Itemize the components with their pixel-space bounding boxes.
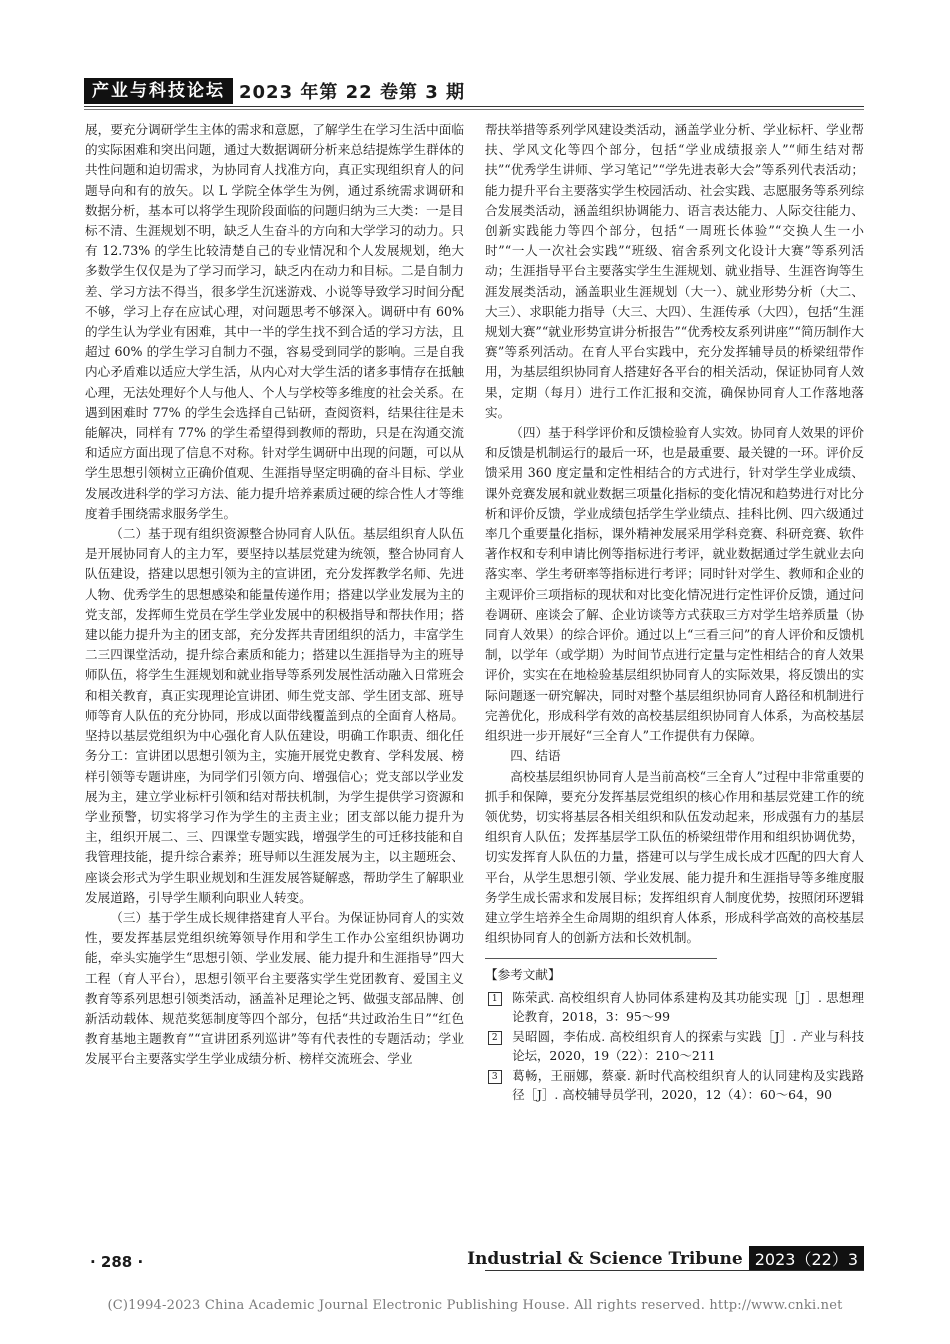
reference-item — [485, 1066, 864, 1105]
paragraph: （三）基于学生成长规律搭建育人平台。为保证协同育人的实效性，要发挥基层党组织统筹领导作用和学生工作办公室组织协调功能，牵头实施学生“思想引领、学业发展、能力提升和生涯指导”四大工程（育人平台），思想引领平台主要落实学生党团教育、爱国主义教育等系列思想引领类活动，涵盖补足理论之钙、做强支部品牌、创新活动载体、规范奖惩制度等四个部分，包括“共过政治生日”“红色教育基地主题教育”“宣讲团系列巡讲”等有代表性的专题活动；学业发展平台主要落实学生学业成绩分析、榜样交流班会、学业 — [85, 909, 464, 1067]
paragraph: （四）基于科学评价和反馈检验育人实效。协同育人效果的评价和反馈是机制运行的最后一环，也是最重要、最关键的一环。评价反馈采用 360 度定量和定性相结合的方式进行，针对学生学业成绩、课外竞赛发展和就业数据三项量化指标的变化情况和趋势进行对比分析和评价反馈，学业成绩包括学生学业绩点、挂科比例、四六级通过率几个重要量化指标，课外精神发展采用学科竞赛、科研竞赛、软件著作权和专利申请比例等指标进行考评，就业数据通过学生就业去向落实率、学生考研率等指标进行考评；同时针对学生、教师和企业的主观评价三项指标的现状和对比变化情况进行定性评价反馈，通过问卷调研、座谈会了解、企业访谈等方式获取三方对学生培养质量（协同育人效果）的综合评价。通过以上“三看三问”的育人评价和反馈机制，以学年（或学期）为时间节点进行定量与定性相结合的育人效果评价，实实在在地检验基层组织协同育人的实际效果，将反馈出的实际问题逐一研究解决，同时对整个基层组织协同育人路径和机制进行完善优化，形成科学有效的高校基层组织协同育人体系，为高校基层组织进一步开展好“三全育人”工作提供有力保障。 — [485, 425, 864, 744]
journal-name: 产业与科技论坛 — [84, 78, 233, 104]
paragraph: 展，要充分调研学生主体的需求和意愿，了解学生在学习生活中面临的实际困难和突出问题，通过大数据调研分析来总结提炼学生群体的共性问题和迫切需求，为协同育人找准方向，真正实现组织育人的问题导向和有的放矢。以 L 学院全体学生为例，通过系统需求调研和数据分析，基本可以将学生现阶段面临的问题归纳为三大类：一是目标不清、生涯规划不明，缺乏人生奋斗的方向和大学学习的动力。只有 12.73% 的学生比较清楚自己的专业情况和个人发展规划，绝大多数学生仅仅是为了学习而学习，缺乏内在动力和目标。二是自制力差、学习方法不得当，很多学生沉迷游戏、小说等导致学习时间分配不够，学习上存在应试心理，对问题思考不够深入。调研中有 60% 的学生认为学业有困难，其中一半的学生找不到合适的学习方法，且超过 60% 的学生学习自制力不强，容易受到同学的影响。三是自我内心矛盾难以适应大学生活，从内心对大学生活的诸多事情存在抵触心理，无法处理好个人与他人、个人与学校等多维度的社会关系。在遇到困难时 77% 的学生会选择自己钻研，查阅资料，结果往往是未能解决，同样有 77% 的学生希望得到教师的帮助，只是在沟通交流和适应方面出现了信息不对称。针对学生调研中出现的问题，可以从学生思想引领树立正确价值观、生涯指导坚定明确的奋斗目标、学业发展改进科学的学习方法、能力提升培养素质过硬的综合性人才等维度着手围绕需求服务学生。 — [85, 122, 464, 521]
references-heading: 【参考文献】 — [485, 967, 561, 983]
reference-text: 吴昭圆，李佑成. 高校组织育人的探索与实践［J］. 产业与科技论坛，2020，19（22）：210～211 — [512, 1028, 864, 1064]
reference-item — [485, 1027, 864, 1066]
paragraph: 高校基层组织协同育人是当前高校“三全育人”过程中非常重要的抓手和保障，要充分发挥基层党组织的核心作用和基层党建工作的统领优势，切实将基层各相关组织和队伍发动起来，形成强有力的基层组织育人队伍；发挥基层学工队伍的桥梁纽带作用和组织协调优势，切实发挥育人队伍的力量，搭建可以与学生成长成才匹配的四大育人平台，从学生思想引领、学业发展、能力提升和生涯指导等多维度服务学生成长需求和发展目标；发挥组织育人制度优势，按照闭环逻辑建立学生培养全生命周期的组织育人体系，形成科学高效的高校基层组织协同育人的创新方法和长效机制。 — [485, 768, 864, 946]
references-divider — [485, 958, 717, 959]
reference-number: 2 — [488, 1031, 502, 1045]
journal-english-name: Industrial & Science Tribune — [467, 1248, 743, 1269]
reference-text: 陈荣武. 高校组织育人协同体系建构及其功能实现［J］. 思想理论教育，2018，3：95～99 — [512, 989, 864, 1025]
paragraph: 帮扶举措等系列学风建设类活动，涵盖学业分析、学业标杆、学业帮扶、学风文化等四个部分，包括“学业成绩报亲人”“师生结对帮扶”“优秀学生讲师、学习笔记”“学先进表彰大会”等系列代表活动；能力提升平台主要落实学生校园活动、社会实践、志愿服务等系列综合发展类活动，涵盖组织协调能力、语言表达能力、人际交往能力、创新实践能力等四个部分，包括“一周班长体验”“交换人生一小时”“一人一次社会实践”“班级、宿舍系列文化设计大赛”等系列活动；生涯指导平台主要落实学生生涯规划、就业指导、生涯咨询等生涯发展类活动，涵盖职业生涯规划（大一）、就业形势分析（大二、大三）、求职能力指导（大三、大四）、生涯传承（大四），包括“生涯规划大赛”“就业形势宣讲分析报告”“优秀校友系列讲座”“简历制作大赛”等系列活动。在育人平台实践中，充分发挥辅导员的桥梁纽带作用，为基层组织协同育人搭建好各平台的相关活动，保证协同育人效果，定期（每月）进行工作汇报和交流，确保协同育人工作落地落实。 — [485, 122, 864, 420]
footer-issue-box: 2023（22）3 — [749, 1246, 864, 1271]
reference-number: 3 — [488, 1070, 502, 1084]
page-header — [84, 78, 465, 104]
page-number: · 288 · — [90, 1253, 144, 1271]
left-column — [85, 120, 464, 1070]
copyright-notice: (C)1994-2023 China Academic Journal Electronic Publishing House. All rights reserved. http://www.cnki.net — [107, 1298, 843, 1313]
footer-journal — [467, 1246, 864, 1271]
right-column — [485, 120, 864, 1105]
reference-item — [485, 988, 864, 1027]
footer-divider — [485, 1270, 864, 1271]
header-divider-thin — [84, 109, 864, 110]
issue-title: 2023 年第 22 卷第 3 期 — [239, 82, 466, 103]
header-divider — [84, 106, 864, 107]
paragraph: （二）基于现有组织资源整合协同育人队伍。基层组织育人队伍是开展协同育人的主力军，要坚持以基层党建为统领，整合协同育人队伍建设，搭建以思想引领为主的宣讲团，充分发挥教学名师、先进人物、优秀学生的思想感染和能量传递作用；搭建以学业发展为主的党支部，发挥师生党员在学生学业发展中的积极指导和帮扶作用；搭建以能力提升为主的团支部，充分发挥共青团组织的活力，丰富学生二三四课堂活动，提升综合素质和能力；搭建以生涯指导为主的班导师队伍，将学生生涯规划和就业指导等系列发展性活动融入日常班会和相关教育，真正实现理论宣讲团、师生党支部、学生团支部、班导师等育人队伍的充分协同，形成以面带线覆盖到点的全面育人格局。坚持以基层党组织为中心强化育人队伍建设，明确工作职责、细化任务分工：宣讲团以思想引领为主，实施开展党史教育、学科发展、榜样引领等专题讲座，为同学们引领方向、增强信心；党支部以学业发展为主，建立学业标杆引领和结对帮扶机制，为学生提供学习资源和学业预警，切实将学习作为学生的主责主业；团支部以能力提升为主，组织开展二、三、四课堂专题实践，增强学生的可迁移技能和自我管理技能，提升综合素养；班导师以生涯发展为主，以主题班会、座谈会形式为学生职业规划和生涯发展答疑解惑，帮助学生了解职业发展道路，引导学生顺利向职业人转变。 — [85, 526, 464, 905]
section-heading: 四、结语 — [510, 748, 561, 764]
reference-number: 1 — [488, 992, 502, 1006]
reference-text: 葛畅，王丽娜，蔡豪. 新时代高校组织育人的认同建构及实践路径［J］. 高校辅导员学刊，2020，12（4）：60～64，90 — [512, 1067, 864, 1103]
